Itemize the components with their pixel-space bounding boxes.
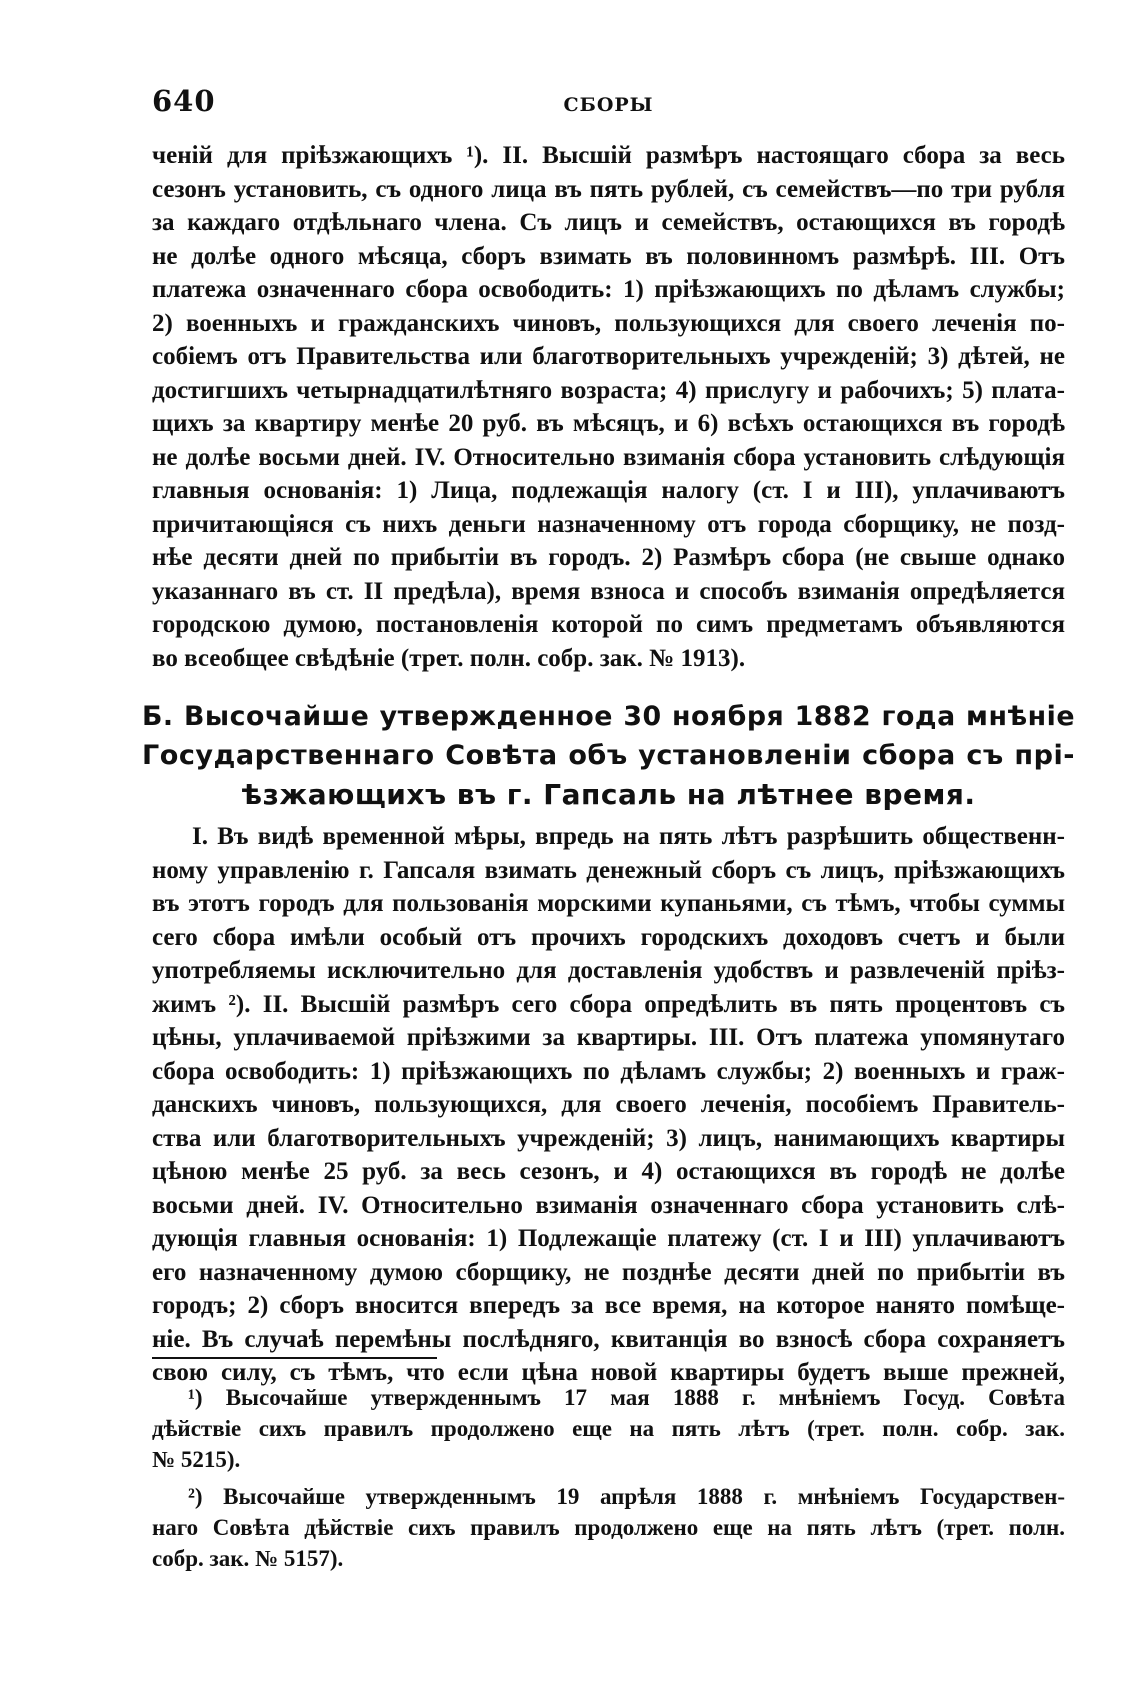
text-line: щихъ за квартиру менѣе 20 руб. въ мѣсяцъ, и 6) всѣхъ остающихся въ городѣ: [152, 410, 1065, 437]
text-line: не долѣе одного мѣсяца, сборъ взимать въ половинномъ размѣрѣ. III. Отъ: [152, 242, 1065, 270]
page-header: [152, 84, 1065, 124]
paragraph-a: [152, 139, 1065, 675]
text-line: въ этотъ городъ для пользованія морскими купаньями, съ тѣмъ, чтобы суммы: [152, 890, 1065, 917]
text-line: нѣе десяти дней по прибытіи въ городъ. 2) Размѣръ сбора (не свыше однако: [152, 544, 1065, 571]
text-line: ченій для пріѣзжающихъ ¹). II. Высшій размѣръ настоящаго сбора за весь: [152, 142, 1065, 169]
text-line: платежа означеннаго сбора освободить: 1) пріѣзжающихъ по дѣламъ службы;: [152, 276, 1065, 303]
text-line: 2) военныхъ и гражданскихъ чиновъ, пользующихся для своего леченія по-: [152, 309, 1065, 337]
footnote-line: ²) Высочайше утвержденнымъ 19 апрѣля 1888 г. мнѣніемъ Государствен-: [188, 1484, 1065, 1509]
text-line: цѣны, уплачиваемой пріѣзжими за квартиры. III. Отъ платежа упомянутаго: [152, 1024, 1065, 1051]
section-title-line: ѣзжающихъ въ г. Гапсаль на лѣтнее время.: [241, 778, 976, 811]
text-line: сего сбора имѣли особый отъ прочихъ городскихъ доходовъ счетъ и были: [152, 923, 1065, 951]
text-line: его назначенному думою сборщику, не позднѣе десяти дней по прибытіи въ: [152, 1258, 1065, 1286]
text-line: дующія главныя основанія: 1) Подлежащіе платежу (ст. I и III) уплачиваютъ: [152, 1225, 1065, 1252]
text-line: ному управленію г. Гапсаля взимать денежный сборъ съ лицъ, пріѣзжающихъ: [152, 856, 1065, 884]
text-line: ніе. Въ случаѣ перемѣны послѣдняго, квитанція во взносѣ сбора сохраняетъ: [152, 1325, 1065, 1353]
text-line: сбора освободить: 1) пріѣзжающихъ по дѣламъ службы; 2) военныхъ и граж-: [152, 1057, 1065, 1085]
text-line: данскихъ чиновъ, пользующихся, для своего леченія, пособіемъ Правитель-: [152, 1091, 1065, 1118]
footnote-line: собр. зак. № 5157).: [152, 1546, 344, 1571]
text-line: во всеобщее свѣдѣніе (трет. полн. собр. зак. № 1913).: [152, 644, 746, 672]
footnotes: [152, 1382, 1065, 1574]
text-line: ства или благотворительныхъ учрежденій; 3) лицъ, нанимающихъ квартиры: [152, 1124, 1065, 1152]
footnote-line: дѣйствіе сихъ правилъ продолжено еще на пять лѣтъ (трет. полн. собр. зак.: [152, 1416, 1065, 1441]
text-line: восьми дней. IV. Относительно взиманія означеннаго сбора установить слѣ-: [152, 1191, 1065, 1219]
text-line: сезонъ установить, съ одного лица въ пять рублей, съ семействъ—по три рубля: [152, 175, 1065, 203]
text-line: причитающіяся съ нихъ деньги назначенному отъ города сборщику, не позд-: [152, 510, 1065, 538]
text-line: не долѣе восьми дней. IV. Относительно взиманія сбора установить слѣдующія: [152, 443, 1065, 471]
footnote-2: [152, 1481, 1065, 1574]
footnote-line: ¹) Высочайше утвержденнымъ 17 мая 1888 г. мнѣніемъ Госуд. Совѣта: [188, 1385, 1065, 1410]
section-title-line: Государственнаго Совѣта объ установленіи сбора съ прі-: [142, 740, 1075, 771]
page-number: 640: [152, 84, 216, 118]
text-line: за каждаго отдѣльнаго члена. Съ лицъ и семействъ, остающихся въ городѣ: [152, 209, 1065, 236]
section-b-title: [142, 697, 1075, 814]
footnote-1: [152, 1382, 1065, 1475]
text-line: главныя основанія: 1) Лица, подлежащія налогу (ст. I и III), уплачиваютъ: [152, 477, 1065, 504]
running-title: СБОРЫ: [563, 94, 654, 116]
text-line: собіемъ отъ Правительства или благотворительныхъ учрежденій; 3) дѣтей, не: [152, 343, 1065, 370]
text-line: достигшихъ четырнадцатилѣтняго возраста; 4) прислугу и рабочихъ; 5) плата-: [152, 376, 1065, 404]
section-title-line: Б. Высочайше утвержденное 30 ноября 1882 года мнѣніе: [142, 701, 1075, 732]
text-line: городскою думою, постановленія которой по симъ предметамъ объявляются: [152, 611, 1065, 638]
text-line: свою силу, съ тѣмъ, что если цѣна новой квартиры будетъ выше прежней,: [152, 1359, 1065, 1386]
footnote-divider: [152, 1357, 437, 1359]
text-line: жимъ ²). II. Высшій размѣръ сего сбора опредѣлить въ пять процентовъ съ: [152, 990, 1065, 1018]
text-line: указаннаго въ ст. II предѣла), время взноса и способъ взиманія опредѣляется: [152, 577, 1065, 605]
footnote-line: № 5215).: [152, 1447, 241, 1472]
text-line: цѣною менѣе 25 руб. за весь сезонъ, и 4) остающихся въ городѣ не долѣе: [152, 1158, 1065, 1185]
text-line: I. Въ видѣ временной мѣры, впредь на пять лѣтъ разрѣшить общественн-: [192, 823, 1065, 850]
section-b-body: [152, 820, 1065, 1390]
text-line: городъ; 2) сборъ вносится впередъ за все время, на которое нанято помѣще-: [152, 1292, 1065, 1319]
footnote-line: наго Совѣта дѣйствіе сихъ правилъ продолжено еще на пять лѣтъ (трет. полн.: [152, 1515, 1065, 1540]
text-line: употребляемы исключительно для доставленія удобствъ и развлеченій пріѣз-: [152, 957, 1065, 984]
